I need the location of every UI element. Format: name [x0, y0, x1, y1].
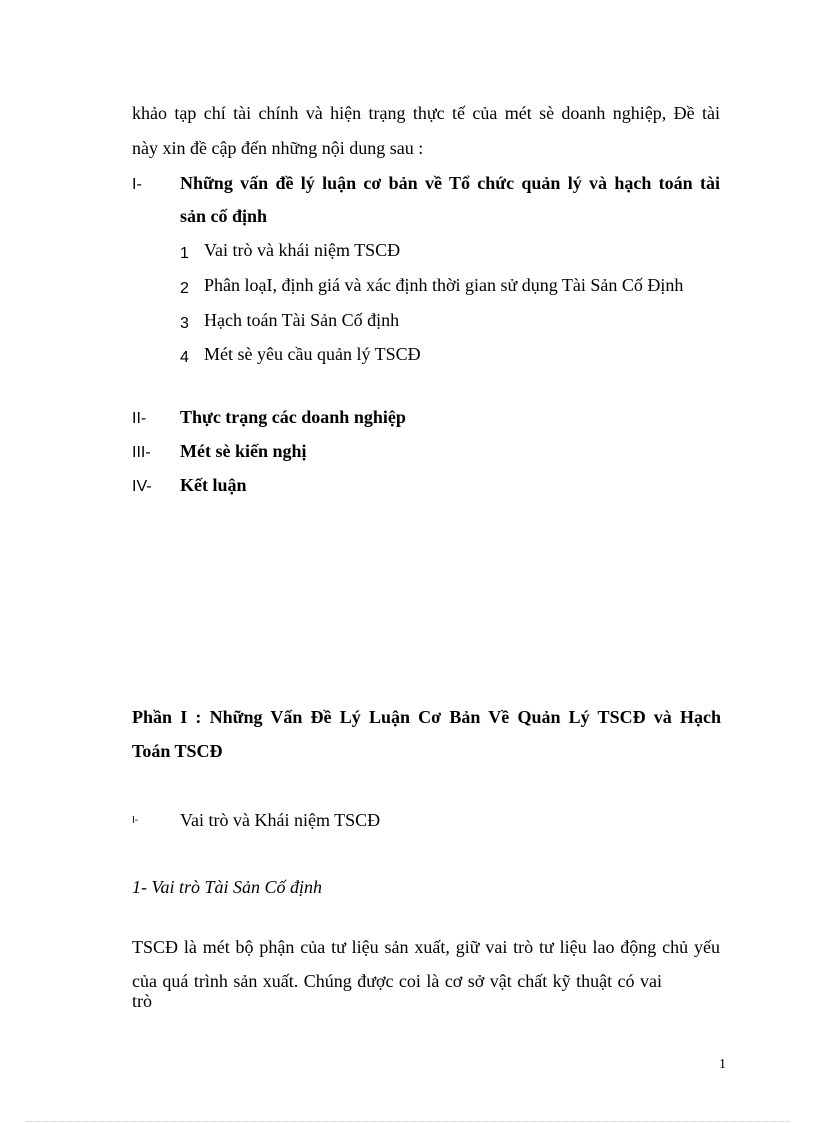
section-1-numeral: I-	[132, 176, 142, 193]
outline-item-2-text: Phân loạI, định giá và xác định thời gian sử dụng Tài Sản Cố Định	[204, 275, 684, 295]
body-line-2: của quá trình sản xuất. Chúng được coi là cơ sở vật chất kỹ thuật có vai trò	[132, 971, 662, 1011]
section-2-numeral: II-	[132, 410, 147, 427]
outline-item-4-number: 4	[180, 349, 189, 366]
intro-line-1: khảo tạp chí tài chính và hiện trạng thực tế của mét sè doanh nghiệp, Đề tài	[132, 103, 720, 123]
part-1-sub-title: Vai trò và Khái niệm TSCĐ	[180, 810, 381, 830]
outline-item-1-number: 1	[180, 245, 189, 262]
page-number: 1	[719, 1057, 726, 1072]
section-1-title-line-1: Những vấn đề lý luận cơ bản về Tổ chức quản lý và hạch toán tài	[180, 173, 720, 193]
section-4-title: Kết luận	[180, 475, 247, 495]
section-1-title-line-2: sản cố định	[180, 206, 268, 226]
subsection-1-title: 1- Vai trò Tài Sản Cố định	[132, 877, 323, 897]
outline-item-1-text: Vai trò và khái niệm TSCĐ	[204, 240, 401, 260]
outline-item-4-text: Mét sè yêu cầu quản lý TSCĐ	[204, 344, 421, 364]
outline-item-3-text: Hạch toán Tài Sản Cố định	[204, 310, 400, 330]
section-2-title: Thực trạng các doanh nghiệp	[180, 407, 406, 427]
body-line-1: TSCĐ là mét bộ phận của tư liệu sản xuất, giữ vai trò tư liệu lao động chủ yếu	[132, 937, 720, 957]
section-4-numeral: IV-	[132, 478, 152, 495]
section-3-numeral: III-	[132, 444, 151, 461]
outline-item-2-number: 2	[180, 280, 189, 297]
part-1-heading-line-1: Phần I : Những Vấn Đề Lý Luận Cơ Bản Về Quản Lý TSCĐ và Hạch	[132, 707, 721, 727]
page-bottom-divider	[26, 1121, 790, 1122]
section-3-title: Mét sè kiến nghị	[180, 441, 307, 461]
intro-line-2: này xin đề cập đến những nội dung sau :	[132, 138, 424, 158]
outline-item-3-number: 3	[180, 315, 189, 332]
part-1-sub-numeral: I-	[132, 815, 139, 826]
part-1-heading-line-2: Toán TSCĐ	[132, 741, 223, 761]
